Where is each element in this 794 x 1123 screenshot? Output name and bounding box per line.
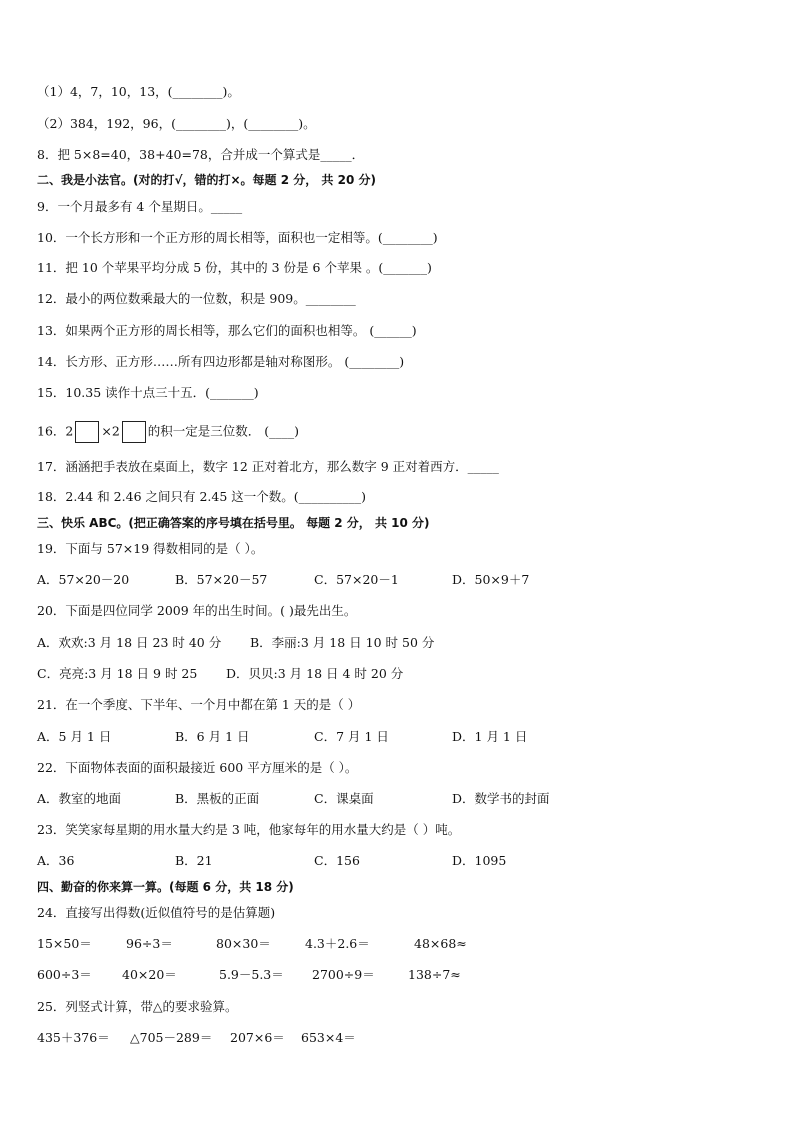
- question-11: 11．把 10 个苹果平均分成 5 份，其中的 3 份是 6 个苹果 。(_______): [37, 260, 432, 275]
- question-10: 10．一个长方形和一个正方形的周长相等，面积也一定相等。(________): [37, 230, 438, 245]
- question-13: 13．如果两个正方形的周长相等，那么它们的面积也相等。 (______): [37, 323, 417, 338]
- option-a: A．36: [37, 853, 75, 868]
- calc-item: 48×68≈: [414, 936, 467, 951]
- question-16-suffix: 的积一定是三位数． (____): [147, 423, 300, 439]
- calc-item: 207×6＝: [230, 1030, 285, 1045]
- question-15: 15．10.35 读作十点三十五．(_______): [37, 385, 259, 400]
- calc-item: 138÷7≈: [408, 967, 461, 982]
- section-4-heading: 四、勤奋的你来算一算。(每题 6 分，共 18 分): [37, 880, 294, 894]
- blank-box: [122, 421, 146, 443]
- calc-item: 96÷3＝: [126, 936, 173, 951]
- section-3-heading: 三、快乐 ABC。(把正确答案的序号填在括号里。 每题 2 分， 共 10 分): [37, 516, 430, 530]
- option-d: D．1 月 1 日: [452, 729, 528, 744]
- option-d: D．50×9＋7: [452, 572, 530, 587]
- question-9: 9．一个月最多有 4 个星期日。_____: [37, 199, 243, 214]
- option-c: C．57×20－1: [314, 572, 399, 587]
- calc-item: 40×20＝: [122, 967, 177, 982]
- option-a: A．教室的地面: [37, 791, 122, 806]
- question-20: 20．下面是四位同学 2009 年的出生时间。( )最先出生。: [37, 603, 357, 618]
- option-c: C．课桌面: [314, 791, 374, 806]
- question-7-part-1: （1）4，7，10，13，(________)。: [37, 84, 240, 99]
- section-2-heading: 二、我是小法官。(对的打√，错的打×。每题 2 分， 共 20 分): [37, 173, 376, 187]
- calc-item: 600÷3＝: [37, 967, 92, 982]
- option-b: B．李丽:3 月 18 日 10 时 50 分: [250, 635, 435, 650]
- question-23: 23．笑笑家每星期的用水量大约是 3 吨，他家每年的用水量大约是（ ）吨。: [37, 822, 461, 837]
- option-a: A．5 月 1 日: [37, 729, 112, 744]
- question-8: 8．把 5×8=40，38+40=78，合并成一个算式是_____．: [37, 147, 365, 162]
- calc-item: 15×50＝: [37, 936, 92, 951]
- option-a: A．欢欢:3 月 18 日 23 时 40 分: [37, 635, 222, 650]
- calc-item: 2700÷9＝: [312, 967, 375, 982]
- question-19: 19．下面与 57×19 得数相同的是（ ）。: [37, 541, 264, 556]
- option-b: B．21: [175, 853, 213, 868]
- question-7-part-2: （2）384，192，96，(________)，(________)。: [37, 116, 316, 131]
- question-25: 25．列竖式计算，带△的要求验算。: [37, 999, 238, 1014]
- option-d: D．数学书的封面: [452, 791, 550, 806]
- question-24: 24．直接写出得数(近似值符号的是估算题): [37, 905, 276, 920]
- calc-item: △705－289＝: [130, 1030, 213, 1045]
- question-14: 14．长方形、正方形……所有四边形都是轴对称图形。 (________): [37, 354, 405, 369]
- question-17: 17．涵涵把手表放在桌面上，数字 12 正对着北方，那么数字 9 正对着西方．_____: [37, 459, 499, 474]
- option-d: D．1095: [452, 853, 507, 868]
- question-12: 12．最小的两位数乘最大的一位数，积是 909。________: [37, 291, 356, 306]
- question-18: 18．2.44 和 2.46 之间只有 2.45 这一个数。(__________): [37, 489, 367, 504]
- option-c: C．7 月 1 日: [314, 729, 389, 744]
- option-b: B．6 月 1 日: [175, 729, 250, 744]
- blank-box: [75, 421, 99, 443]
- question-16-middle: ×2: [101, 423, 120, 439]
- option-d: D．贝贝:3 月 18 日 4 时 20 分: [226, 666, 404, 681]
- option-c: C．156: [314, 853, 360, 868]
- calc-item: 653×4＝: [301, 1030, 356, 1045]
- option-b: B．57×20－57: [175, 572, 268, 587]
- option-c: C．亮亮:3 月 18 日 9 时 25: [37, 666, 198, 681]
- calc-item: 4.3＋2.6＝: [305, 936, 370, 951]
- question-21: 21．在一个季度、下半年、一个月中都在第 1 天的是（ ）: [37, 697, 361, 712]
- question-16-prefix: 16．2: [37, 423, 74, 439]
- calc-item: 5.9－5.3＝: [219, 967, 284, 982]
- option-b: B．黑板的正面: [175, 791, 260, 806]
- question-22: 22．下面物体表面的面积最接近 600 平方厘米的是（ ）。: [37, 760, 358, 775]
- calc-item: 435＋376＝: [37, 1030, 110, 1045]
- option-a: A．57×20－20: [37, 572, 130, 587]
- calc-item: 80×30＝: [216, 936, 271, 951]
- question-16: [37, 421, 299, 443]
